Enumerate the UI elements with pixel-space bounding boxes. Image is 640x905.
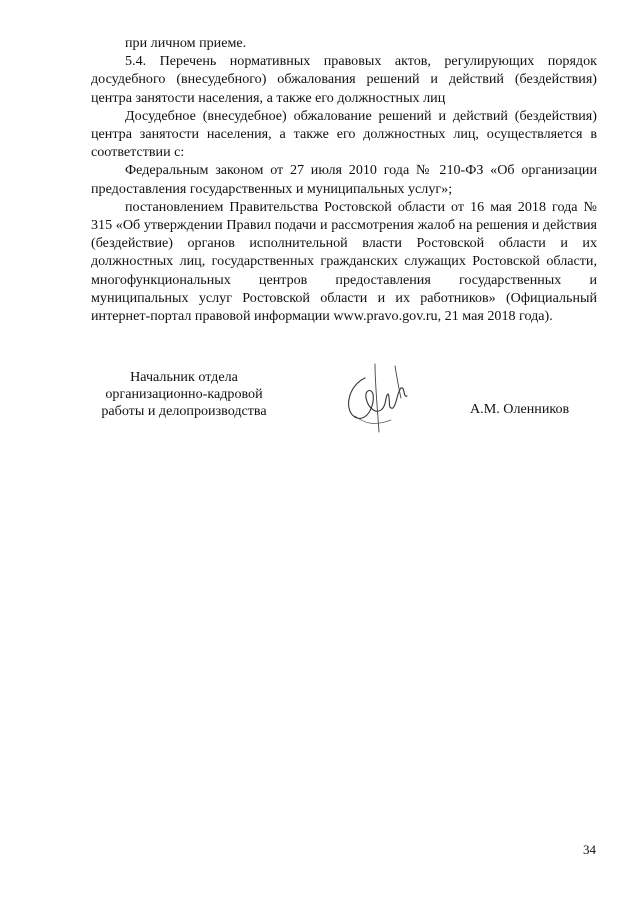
signatory-name: А.М. Оленников [470,401,570,417]
handwritten-signature-icon [335,358,425,438]
signatory-title-line: Начальник отдела [130,369,238,385]
signatory-title-line: организационно-кадровой [105,386,263,402]
document-body [91,34,597,325]
paragraph-federal-law: Федеральным законом от 27 июля 2010 года № 210-ФЗ «Об организации предоставления государственных и муниципальных услуг»; [91,162,597,197]
paragraph-appeal: Досудебное (внесудебное) обжалование решений и действий (бездействия) центра занятости населения, а также его должностных лиц, осуществляется в соответствии с: [91,107,597,161]
page-number: 34 [583,842,596,857]
paragraph-resolution: постановлением Правительства Ростовской области от 16 мая 2018 года № 315 «Об утверждении Правил подачи и рассмотрения жалоб на решения и действия (бездействие) органов исполнительной власти Ростовской области и их должностных лиц, государственных гражданских служащих Ростовской области, многофункциональных центров предоставления государственных и муниципальных услуг Ростовской области и их работников» (Официальный интернет-портал правовой информации www.pravo.gov.ru, 21 мая 2018 года). [91,198,597,325]
continuation-line: при личном приеме. [125,35,247,51]
section-heading-5-4: 5.4. Перечень нормативных правовых актов, регулирующих порядок досудебного (внесудебного) обжалования решений и действий (бездействия) центра занятости населения, а также его должностных лиц [91,53,597,106]
signatory-title-line: работы и делопроизводства [101,403,267,419]
signatory-title [84,369,284,420]
